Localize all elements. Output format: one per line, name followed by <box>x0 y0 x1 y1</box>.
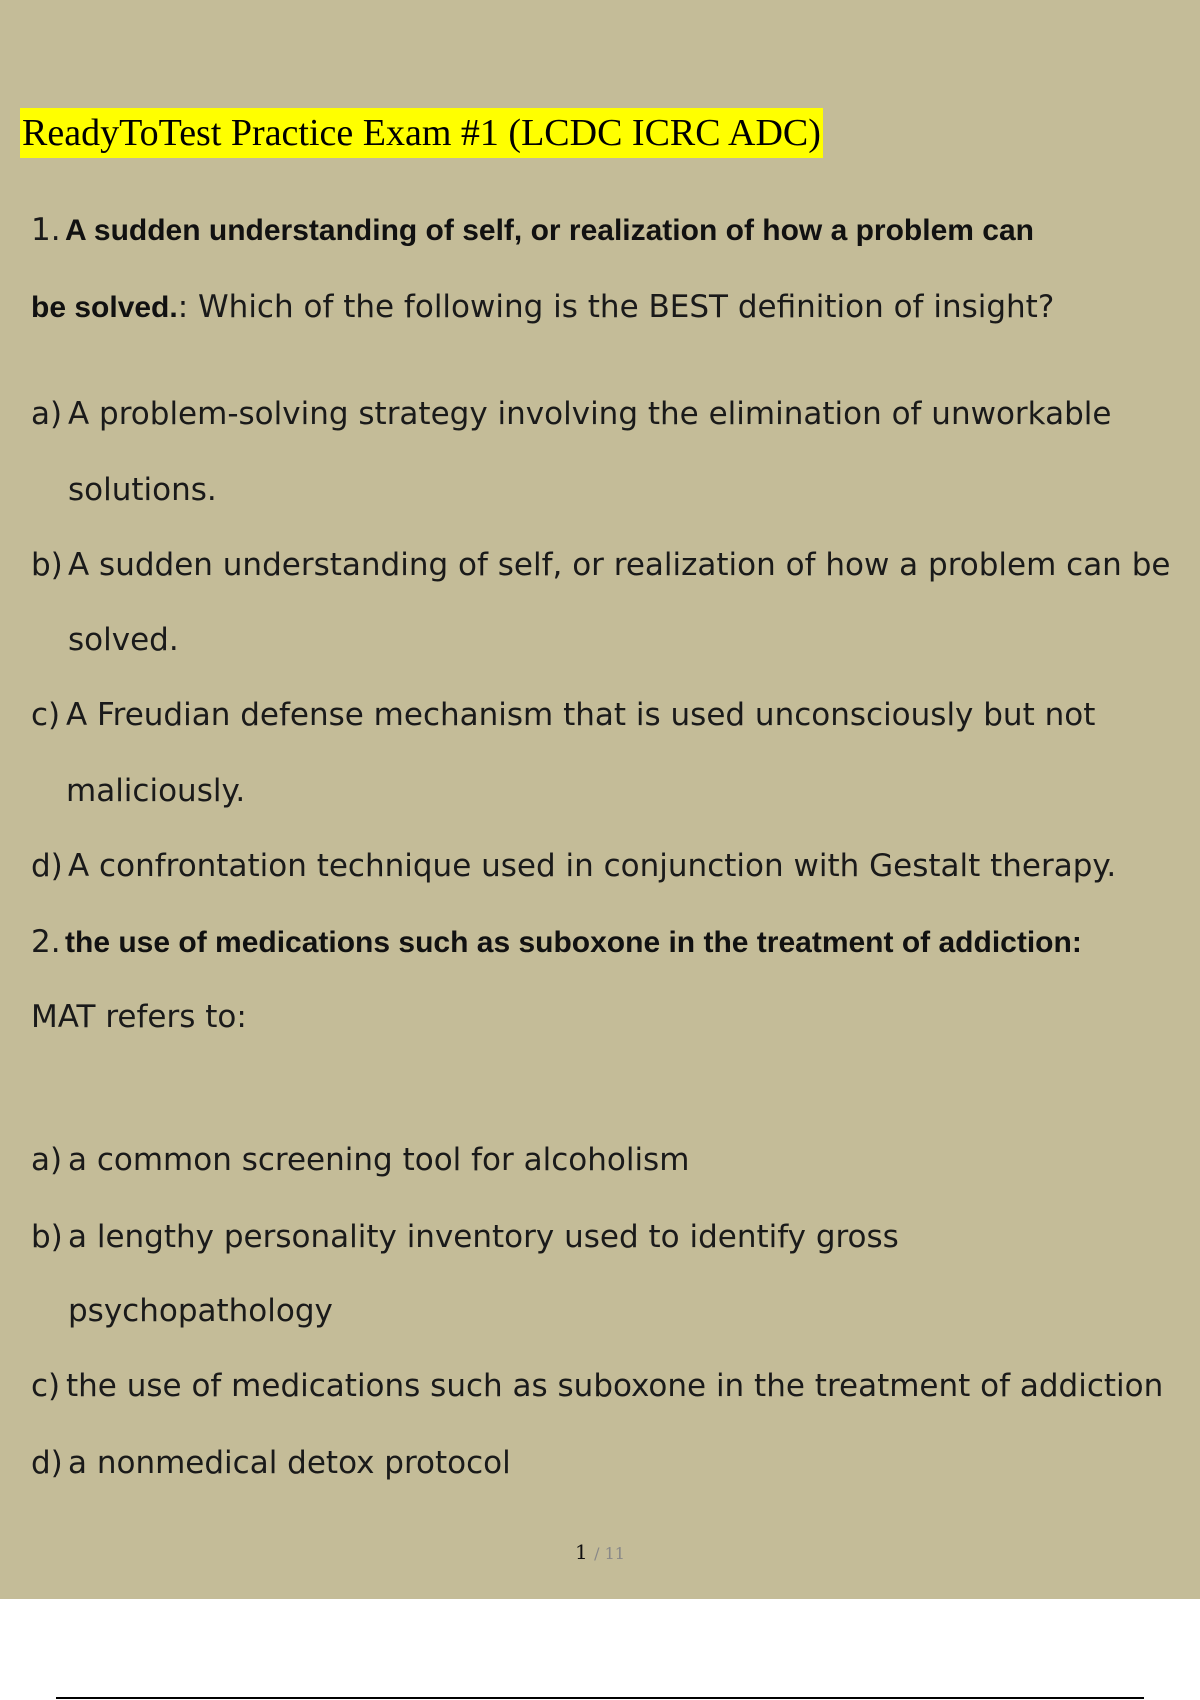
option-label: c) <box>31 1368 61 1404</box>
question-answer-bold: A sudden understanding of self, or realization of how a problem can <box>65 214 1034 247</box>
question-text <box>31 287 1054 328</box>
option-label: c) <box>31 697 61 733</box>
option-text: A Freudian defense mechanism that is used unconsciously but not <box>66 697 1096 733</box>
question-answer-bold: the use of medications such as suboxone in the treatment of addiction: <box>65 926 1082 959</box>
option-label: d) <box>31 848 63 884</box>
question-prompt: MAT refers to: <box>31 999 247 1035</box>
page-total: / 11 <box>594 1544 625 1563</box>
option-text: a nonmedical detox protocol <box>68 1445 511 1481</box>
page-indicator <box>0 1540 1200 1564</box>
option-label: d) <box>31 1445 63 1481</box>
option-text: psychopathology <box>68 1293 333 1329</box>
option-text: solved. <box>68 622 179 658</box>
document-title: ReadyToTest Practice Exam #1 (LCDC ICRC ADC) <box>20 108 823 158</box>
question-answer-bold: be solved. <box>31 291 178 324</box>
option-label: b) <box>31 547 63 583</box>
option-text: A sudden understanding of self, or realization of how a problem can be <box>68 547 1171 583</box>
option-text: A problem-solving strategy involving the elimination of unworkable <box>68 396 1112 432</box>
option-text: the use of medications such as suboxone in the treatment of addiction <box>66 1368 1164 1404</box>
question-prompt: : Which of the following is the BEST definition of insight? <box>177 289 1055 325</box>
option-text: solutions. <box>68 472 217 508</box>
option-text: a lengthy personality inventory used to identify gross <box>68 1219 899 1255</box>
option-label: b) <box>31 1219 63 1255</box>
page-divider <box>56 1697 1144 1699</box>
option-label: a) <box>31 396 63 432</box>
option-text: A confrontation technique used in conjunction with Gestalt therapy. <box>68 848 1117 884</box>
option-text: a common screening tool for alcoholism <box>68 1142 690 1178</box>
option-label: a) <box>31 1142 63 1178</box>
question-number: 1. <box>31 212 61 248</box>
page-current: 1 <box>575 1540 588 1564</box>
option-text: maliciously. <box>66 773 246 809</box>
question-number: 2. <box>31 924 61 960</box>
